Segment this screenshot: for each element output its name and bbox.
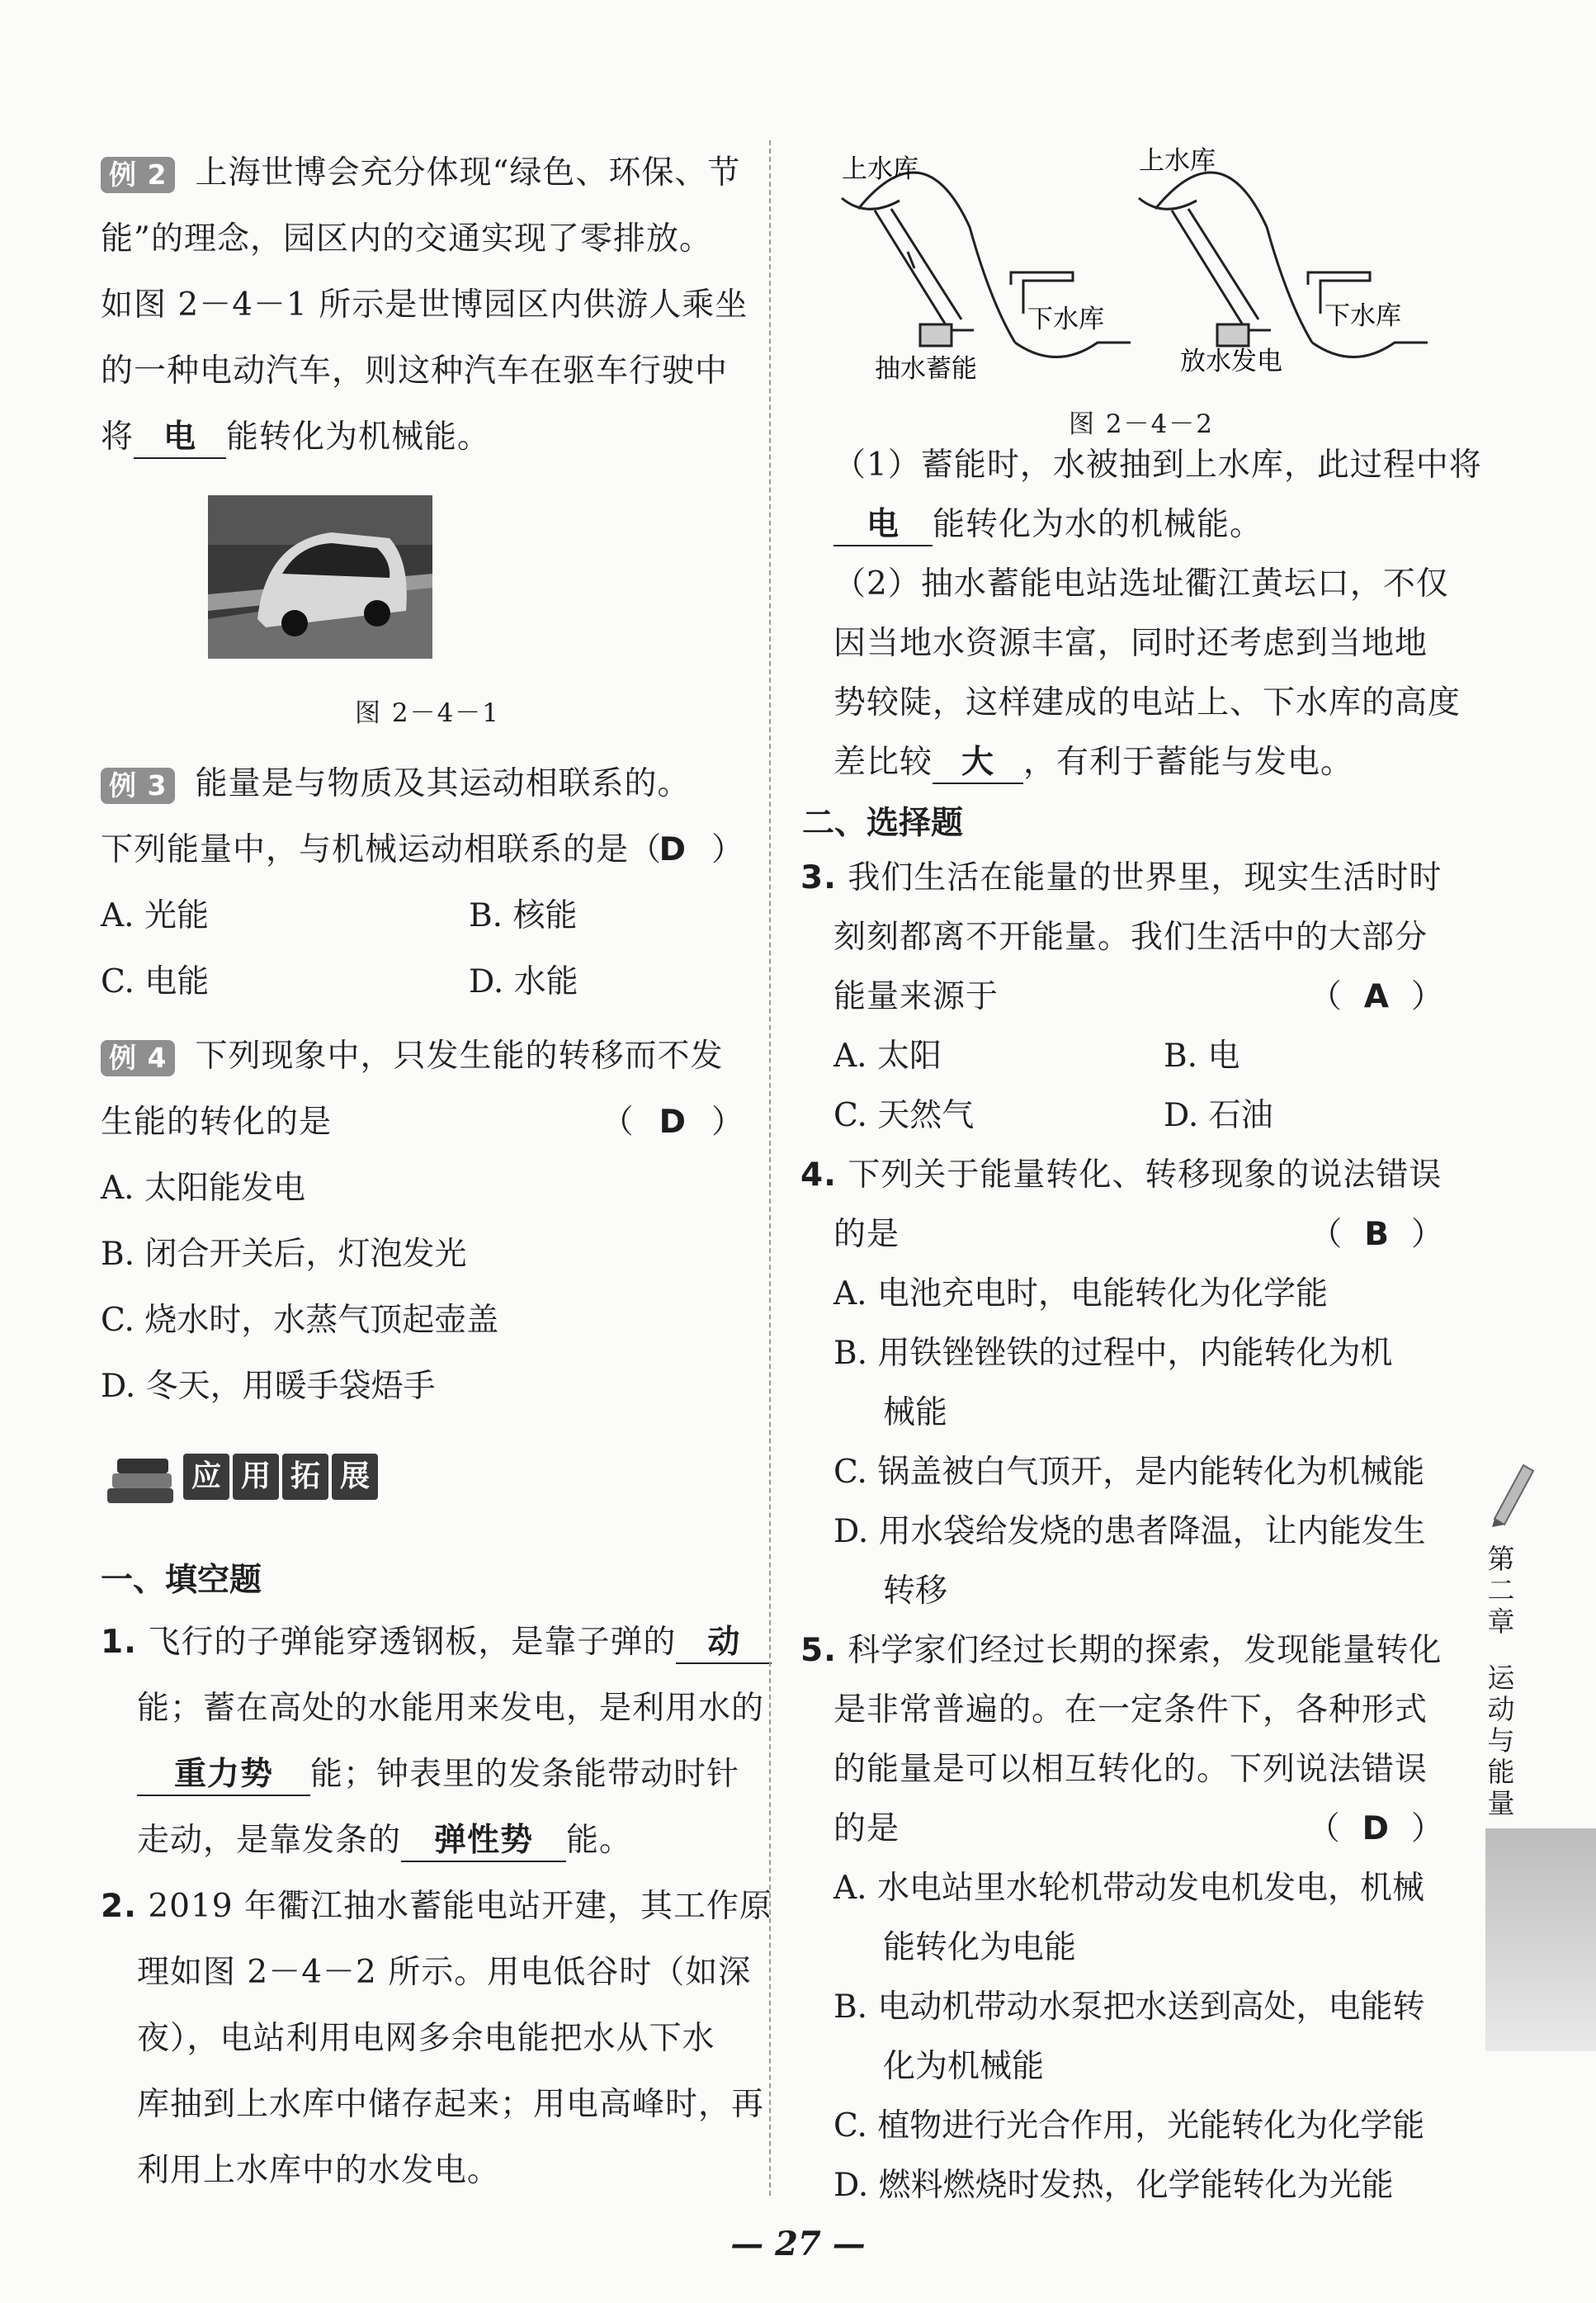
option-c: C. 电能 (101, 963, 210, 1000)
upper-reservoir-label: 上水库 (842, 154, 918, 184)
option-d: D. 水能 (469, 963, 578, 1000)
section-banner (101, 1449, 381, 1515)
bus-image (208, 495, 432, 659)
example-2-line-5: 将 电 能转化为机械能。 (101, 414, 490, 461)
option-d: D. 用水袋给发烧的患者降温，让内能发生 (833, 1513, 1426, 1550)
q2-line-1: 2. 2019 年衢江抽水蓄能电站开建，其工作原 (101, 1888, 773, 1925)
q2-line-2: 理如图 2－4－2 所示。用电低谷时（如深 (137, 1954, 752, 1991)
upper-reservoir-label: 上水库 (1139, 146, 1216, 176)
q5-line-4: 的是 （ D ） (833, 1810, 1444, 1847)
q5-line-3: 的能量是可以相互转化的。下列说法错误 (833, 1751, 1428, 1788)
q5-line-2: 是非常普遍的。在一定条件下，各种形式 (833, 1691, 1428, 1728)
q1-line-4: 走动，是靠发条的 弹性势 能。 (137, 1818, 632, 1864)
option-a: A. 电池充电时，电能转化为化学能 (833, 1275, 1328, 1312)
option-a: A. 太阳能发电 (101, 1170, 305, 1207)
option-b: B. 电 (1164, 1038, 1240, 1075)
q2-part1-line-2: 电 能转化为水的机械能。 (833, 502, 1263, 548)
q3-line-1: 3. 我们生活在能量的世界里，现实生活时时 (800, 859, 1443, 896)
example-3-tag: 例 3 (101, 768, 175, 804)
q2-line-3: 夜），电站利用电网多余电能把水从下水 (137, 2020, 715, 2057)
banner-char: 拓 (282, 1454, 328, 1500)
option-d-cont: 转移 (883, 1572, 948, 1610)
answer: A (1363, 978, 1390, 1015)
section-fill-in: 一、填空题 (101, 1562, 262, 1599)
answer: D (659, 831, 687, 868)
option-b: B. 核能 (469, 897, 578, 934)
example-4-line-1: 例 4 下列现象中，只发生能的转移而不发 (101, 1033, 723, 1080)
example-2-line-4: 的一种电动汽车，则这种汽车在驱车行驶中 (101, 352, 729, 390)
example-4-line-2: 生能的转化的是 （ D ） (101, 1104, 744, 1141)
q1-line-3: 重力势 能；钟表里的发条能带动时针 (137, 1752, 739, 1798)
pumped-storage-diagram (825, 136, 1452, 409)
answer: D (1362, 1810, 1390, 1847)
answer-blank: 动 (676, 1623, 772, 1664)
electric-bus-photo (208, 495, 432, 659)
example-2-line-3: 如图 2－4－1 所示是世博园区内供游人乘坐 (101, 286, 748, 324)
option-b: B. 电动机带动水泵把水送到高处，电能转 (833, 1989, 1425, 2026)
answer-blank: 大 (933, 743, 1023, 784)
option-d: D. 燃料燃烧时发热，化学能转化为光能 (833, 2167, 1394, 2204)
option-c: C. 锅盖被白气顶开，是内能转化为机械能 (833, 1454, 1425, 1491)
generating-label: 放水发电 (1180, 347, 1282, 376)
option-d: D. 冬天，用暖手袋焐手 (101, 1368, 436, 1405)
lower-reservoir-label: 下水库 (1324, 301, 1401, 331)
q1-line-2: 能；蓄在高处的水能用来发电，是利用水的 (137, 1690, 765, 1727)
answer-blank: 电 (134, 418, 226, 459)
q4-line-1: 4. 下列关于能量转化、转移现象的说法错误 (800, 1156, 1443, 1194)
pencil-icon (1482, 1453, 1540, 1527)
q2-part2-line-3: 势较陡，这样建成的电站上、下水库的高度 (833, 684, 1461, 721)
books-icon (101, 1449, 183, 1515)
option-c: C. 植物进行光合作用，光能转化为化学能 (833, 2107, 1425, 2145)
example-3-line-1: 例 3 能量是与物质及其运动相联系的。 (101, 761, 690, 807)
answer-blank: 重力势 (137, 1755, 310, 1796)
option-b: B. 用铁锉锉铁的过程中，内能转化为机 (833, 1335, 1393, 1372)
section-multiple-choice: 二、选择题 (802, 805, 964, 842)
example-2-tag: 例 2 (101, 157, 175, 193)
q4-line-2: 的是 （ B ） (833, 1216, 1444, 1253)
option-a-cont: 能转化为电能 (883, 1929, 1077, 1966)
figure-2-4-1-caption: 图 2－4－1 (355, 698, 501, 728)
q2-part2-line-1: （2）抽水蓄能电站选址衢江黄坛口，不仅 (833, 565, 1449, 603)
option-a: A. 水电站里水轮机带动发电机发电，机械 (833, 1870, 1424, 1907)
answer: B (1364, 1216, 1390, 1253)
option-d: D. 石油 (1164, 1097, 1273, 1134)
chapter-label: 第二章 运动与能量 (1487, 1543, 1515, 1819)
option-a: A. 光能 (101, 897, 209, 934)
q2-part2-line-4: 差比较 大 ，有利于蓄能与发电。 (833, 740, 1353, 786)
option-b-cont: 械能 (883, 1394, 948, 1431)
option-b: B. 闭合开关后，灯泡发光 (101, 1236, 467, 1273)
lower-reservoir-label: 下水库 (1027, 305, 1104, 334)
example-2-line-2: 能”的理念，园区内的交通实现了零排放。 (101, 220, 712, 258)
q5-line-1: 5. 科学家们经过长期的探索，发现能量转化 (800, 1632, 1443, 1669)
q2-part1-line-1: （1）蓄能时，水被抽到上水库，此过程中将 (833, 447, 1482, 484)
banner-char: 用 (233, 1454, 279, 1500)
q3-line-2: 刻刻都离不开能量。我们生活中的大部分 (833, 919, 1428, 956)
option-c: C. 烧水时，水蒸气顶起壶盖 (101, 1302, 499, 1339)
option-a: A. 太阳 (833, 1038, 942, 1075)
pumping-label: 抽水蓄能 (875, 354, 977, 384)
q2-part2-line-2: 因当地水资源丰富，同时还考虑到当地地 (833, 625, 1428, 662)
example-3-line-2: 下列能量中，与机械运动相联系的是（ D ） (101, 831, 744, 868)
page-number: — 27 — (730, 2225, 866, 2263)
banner-char: 应 (183, 1454, 229, 1500)
q1-line-1: 1. 飞行的子弹能穿透钢板，是靠子弹的 动 (101, 1620, 772, 1666)
q2-line-5: 利用上水库中的水发电。 (137, 2152, 501, 2189)
q2-line-4: 库抽到上水库中储存起来；用电高峰时，再 (137, 2086, 765, 2123)
answer-blank: 弹性势 (401, 1821, 566, 1862)
example-4-tag: 例 4 (101, 1040, 175, 1076)
option-b-cont: 化为机械能 (883, 2048, 1045, 2085)
example-2-line-1: 例 2 上海世博会充分体现“绿色、环保、节 (101, 150, 740, 196)
column-divider (769, 140, 771, 2196)
chapter-sidebar-bar (1485, 1828, 1596, 2051)
answer: D (659, 1104, 687, 1141)
figure-2-4-2-caption: 图 2－4－2 (1069, 409, 1215, 439)
banner-char: 展 (332, 1454, 378, 1500)
option-c: C. 天然气 (833, 1097, 975, 1134)
answer-blank: 电 (833, 505, 933, 546)
q3-line-3: 能量来源于 （ A ） (833, 978, 1444, 1015)
